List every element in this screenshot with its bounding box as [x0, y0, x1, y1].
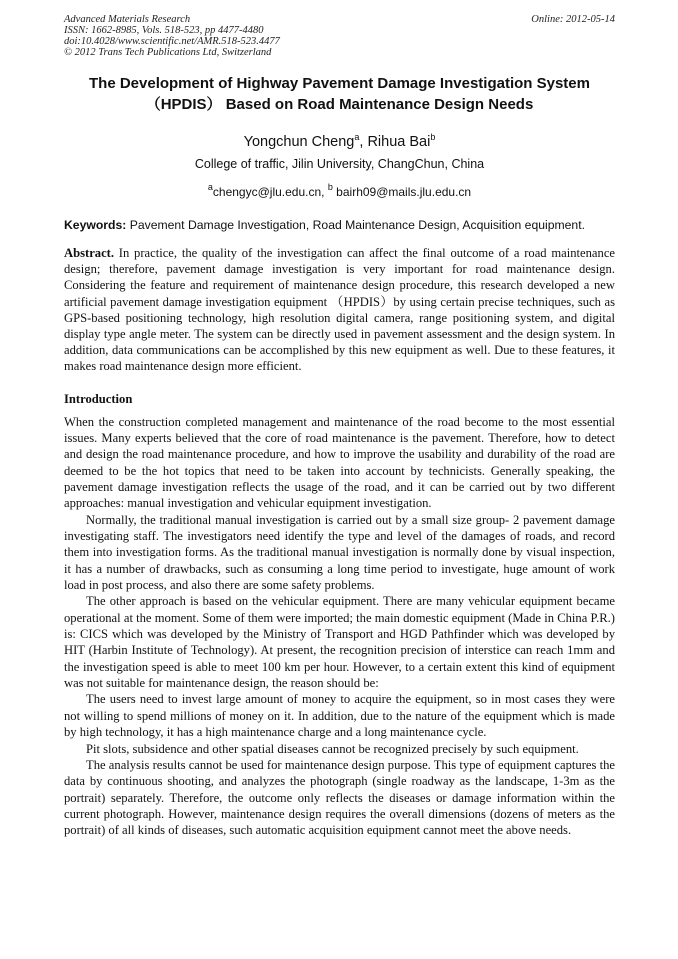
affiliation: College of traffic, Jilin University, ChangChun, China — [194, 157, 485, 171]
body-paragraph: The users need to invest large amount of money to acquire the equipment, so in most cases they were not willing to spend millions of money on it. In addition, due to the nature of the equipment which is made by high technology, it has a high maintenance charge and a long maintenance cycle. — [64, 692, 615, 740]
author-affiliation-marker: b — [430, 132, 436, 142]
online-date: Online: 2012-05-14 — [531, 14, 615, 25]
body-paragraph: Normally, the traditional manual investigation is carried out by a small size group- 2 pavement damage investigating staff. The investigators need identify the type and level of the damages of roads, and record them into investigation forms. As the traditional manual investigation is normally done by visual inspection, it has a number of drawbacks, such as consuming a long time period to investigate, huge amount of work load in post process, and also there are some safety problems. — [64, 512, 615, 593]
body-paragraph: Pit slots, subsidence and other spatial diseases cannot be recognized precisely by such equipment. — [86, 741, 579, 756]
email-address: bairh09@mails.jlu.edu.cn — [332, 185, 472, 199]
abstract-text: In practice, the quality of the investigation can affect the final outcome of a road maintenance design; therefore, pavement damage investigation is very important for road maintenance design. Considering the feature and requirement of maintenance design procedure, this research developed a new artificial pavement damage investigation equipment （HPDIS）by using certain precise techniques, such as GPS-based positioning technology, high resolution digital camera, range positioning system, and digital display type angle meter. The system can be directly used in pavement assessment and the design system. In addition, data communications can be accomplished by this new equipment as well. Due to these features, it makes road maintenance design more efficient. — [64, 246, 615, 374]
abstract-label: Abstract. — [64, 246, 115, 260]
title-line-2: （HPDIS） Based on Road Maintenance Design Needs — [145, 96, 534, 113]
email-marker: a — [207, 182, 213, 192]
author-emails — [64, 179, 615, 200]
body-paragraph: The analysis results cannot be used for maintenance design purpose. This type of equipment captures the data by continuous shooting, and analyzes the photograph (single roadway as the landscape, 1-3m as the portrait) separately. Therefore, the outcome only reflects the diseases or damage information within the current photograph. However, maintenance design requires the overall dimensions (dozens of meters as the portrait) of all kinds of diseases, such automatic acquisition equipment cannot meet the above needs. — [64, 757, 615, 838]
section-heading-introduction: Introduction — [64, 391, 133, 406]
author-name: Rihua Bai — [367, 134, 431, 150]
author-list — [64, 128, 615, 151]
body-paragraph: When the construction completed management and maintenance of the road become to the most essential issues. Many experts believed that the core of road maintenance is the pavement. Therefore, how to detect and design the road maintenance procedure, and how to improve the usability and durability of the road are deemed to be the hot topics that need to be taken into account by technicists. Generally speaking, the pavement damage investigation reflects the usage of the road, and it can be carried out by two different approaches: manual investigation and vehicular equipment investigation. — [64, 414, 615, 511]
copyright-line: © 2012 Trans Tech Publications Ltd, Switzerland — [64, 47, 272, 58]
abstract-section — [64, 245, 615, 375]
body-paragraph: The other approach is based on the vehicular equipment. There are many vehicular equipment became operational at the moment. Some of them were imported; the main domestic equipment (Made in China P.R.) is: CICS which was developed by the Ministry of Transport and HGD Pathfinder which was developed by HIT (Harbin Institute of Technology). At present, the recognition precision of interstice can reach 1mm and the investigation speed is able to meet 100 km per hour. However, to a certain extent this kind of equipment was not suitable for maintenance design, the reason should be: — [64, 594, 615, 691]
keywords-label: Keywords: — [64, 218, 127, 232]
author-affiliation-marker: a — [354, 132, 360, 142]
doi-line: doi:10.4028/www.scientific.net/AMR.518-523.4477 — [64, 36, 280, 47]
issn-line: ISSN: 1662-8985, Vols. 518-523, pp 4477-4480 — [64, 25, 264, 36]
introduction-body — [64, 414, 615, 839]
title-line-1: The Development of Highway Pavement Damage Investigation System — [89, 75, 590, 92]
paper-page — [64, 14, 615, 839]
paper-title — [64, 73, 615, 115]
keywords-section — [64, 217, 615, 233]
email-address: chengyc@jlu.edu.cn, — [212, 185, 328, 199]
journal-name: Advanced Materials Research — [64, 14, 191, 25]
author-separator: , — [359, 134, 368, 150]
keywords-text: Pavement Damage Investigation, Road Maintenance Design, Acquisition equipment. — [126, 218, 585, 232]
email-marker: b — [327, 182, 333, 192]
author-name: Yongchun Cheng — [243, 134, 355, 150]
publication-header — [64, 14, 615, 58]
